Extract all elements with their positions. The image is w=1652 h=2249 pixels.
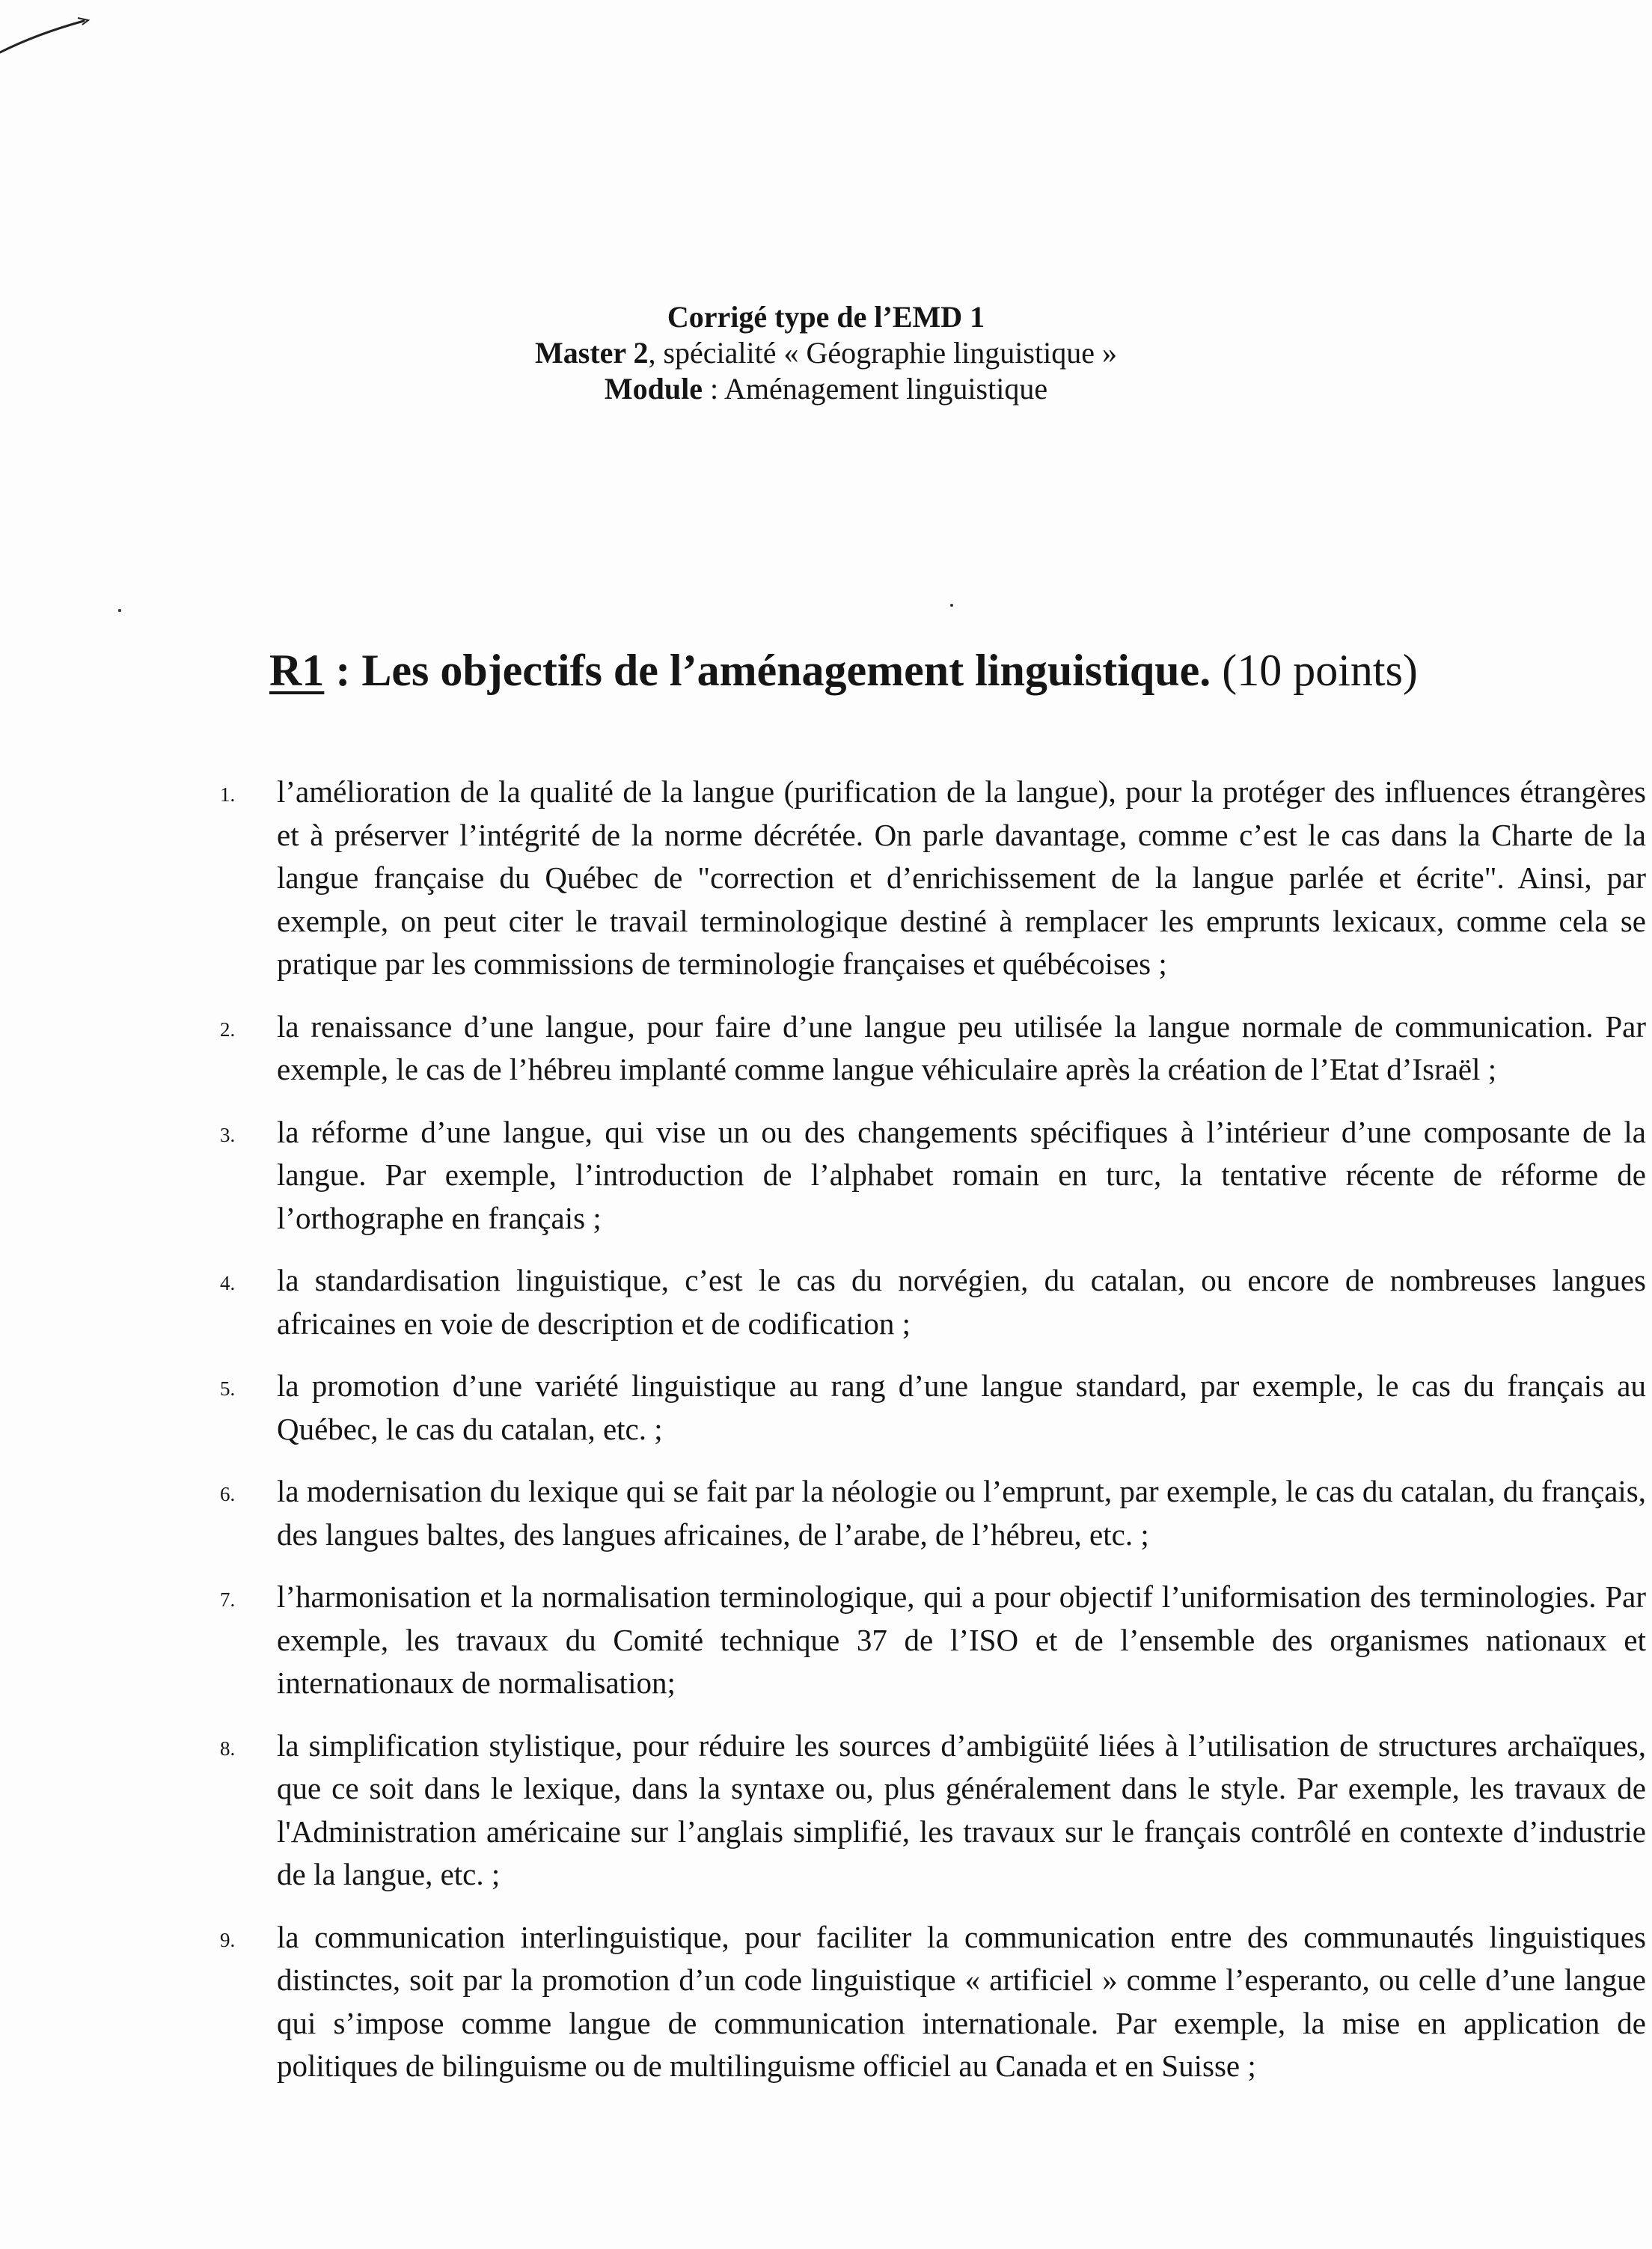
item-text: la renaissance d’une langue, pour faire d’une langue peu utilisée la langue normale de communication. Par exemple, le cas de l’hébreu implanté comme langue véhiculaire après la création de l’Etat d’Israël ; <box>277 1009 1646 1086</box>
header-master-label: Master 2 <box>535 336 649 370</box>
header-specialty: , spécialité « Géographie linguistique » <box>648 336 1117 370</box>
header-module-line <box>0 371 1652 407</box>
list-item <box>202 1259 1646 1345</box>
scan-speck <box>118 609 121 612</box>
item-number: 3. <box>220 1123 236 1146</box>
item-number: 8. <box>220 1737 236 1760</box>
list-item <box>202 1111 1646 1240</box>
header-title: Corrigé type de l’EMD 1 <box>667 300 985 334</box>
list-item <box>202 1470 1646 1556</box>
section-heading <box>269 643 1586 697</box>
section-points: (10 points) <box>1211 646 1418 695</box>
header-module-label: Module <box>604 372 703 406</box>
item-text: la communication interlinguistique, pour faciliter la communication entre des communautés linguistiques distinctes, soit par la promotion d’un code linguistique « artificiel » comme l’esperanto, ou celle d’une langue qui s’impose comme langue de communication internationale. Par exemple, la mise en application de politiques de bilinguisme ou de multilinguisme officiel au Canada et en Suisse ; <box>277 1919 1646 2083</box>
item-text: la promotion d’une variété linguistique au rang d’une langue standard, par exemple, le cas du français au Québec, le cas du catalan, etc. ; <box>277 1368 1646 1446</box>
list-item <box>202 1725 1646 1897</box>
header-title-line <box>0 299 1652 335</box>
item-number: 9. <box>220 1928 236 1951</box>
item-text: la réforme d’une langue, qui vise un ou des changements spécifiques à l’intérieur d’une composante de la langue. Par exemple, l’introduction de l’alphabet romain en turc, la tentative récente de réforme de l’orthographe en français ; <box>277 1114 1646 1235</box>
item-text: l’amélioration de la qualité de la langue (purification de la langue), pour la protéger des influences étrangères et à préserver l’intégrité de la norme décrétée. On parle davantage, comme c’est le cas dans la Charte de la langue française du Québec de "correction et d’enrichissement de la langue parlée et écrite". Ainsi, par exemple, on peut citer le travail terminologique destiné à remplacer les emprunts lexicaux, comme cela se pratique par les commissions de terminologie françaises et québécoises ; <box>277 774 1646 981</box>
item-text: la standardisation linguistique, c’est le cas du norvégien, du catalan, ou encore de nombreuses langues africaines en voie de description et de codification ; <box>277 1263 1646 1341</box>
list-item <box>202 1576 1646 1705</box>
item-text: la modernisation du lexique qui se fait par la néologie ou l’emprunt, par exemple, le cas du catalan, du français, des langues baltes, des langues africaines, de l’arabe, de l’hébreu, etc. ; <box>277 1474 1646 1552</box>
item-number: 4. <box>220 1272 236 1294</box>
header-module-name: : Aménagement linguistique <box>703 372 1048 406</box>
item-number: 5. <box>220 1377 236 1400</box>
item-number: 2. <box>220 1018 236 1041</box>
header-master-line <box>0 335 1652 371</box>
list-item <box>202 1916 1646 2088</box>
item-number: 1. <box>220 783 236 806</box>
list-item <box>202 1365 1646 1451</box>
section-label: R1 <box>269 646 325 695</box>
scan-speck <box>950 604 953 607</box>
list-item <box>202 771 1646 986</box>
document-header <box>0 299 1652 407</box>
objectives-list <box>202 771 1646 2108</box>
item-number: 6. <box>220 1483 236 1505</box>
list-item <box>202 1006 1646 1092</box>
item-number: 7. <box>220 1588 236 1611</box>
item-text: la simplification stylistique, pour réduire les sources d’ambigüité liées à l’utilisation de structures archaïques, que ce soit dans le lexique, dans la syntaxe ou, plus généralement dans le style. Par exemple, les travaux de l'Administration américaine sur l’anglais simplifié, les travaux sur le français contrôlé en contexte d’industrie de la langue, etc. ; <box>277 1728 1646 1891</box>
item-text: l’harmonisation et la normalisation terminologique, qui a pour objectif l’uniformisation des terminologies. Par exemple, les travaux du Comité technique 37 de l’ISO et de l’ensemble des organismes nationaux et internationaux de normalisation; <box>277 1579 1646 1700</box>
section-title: : Les objectifs de l’aménagement linguistique. <box>324 646 1211 695</box>
pen-stroke-mark <box>0 0 105 75</box>
